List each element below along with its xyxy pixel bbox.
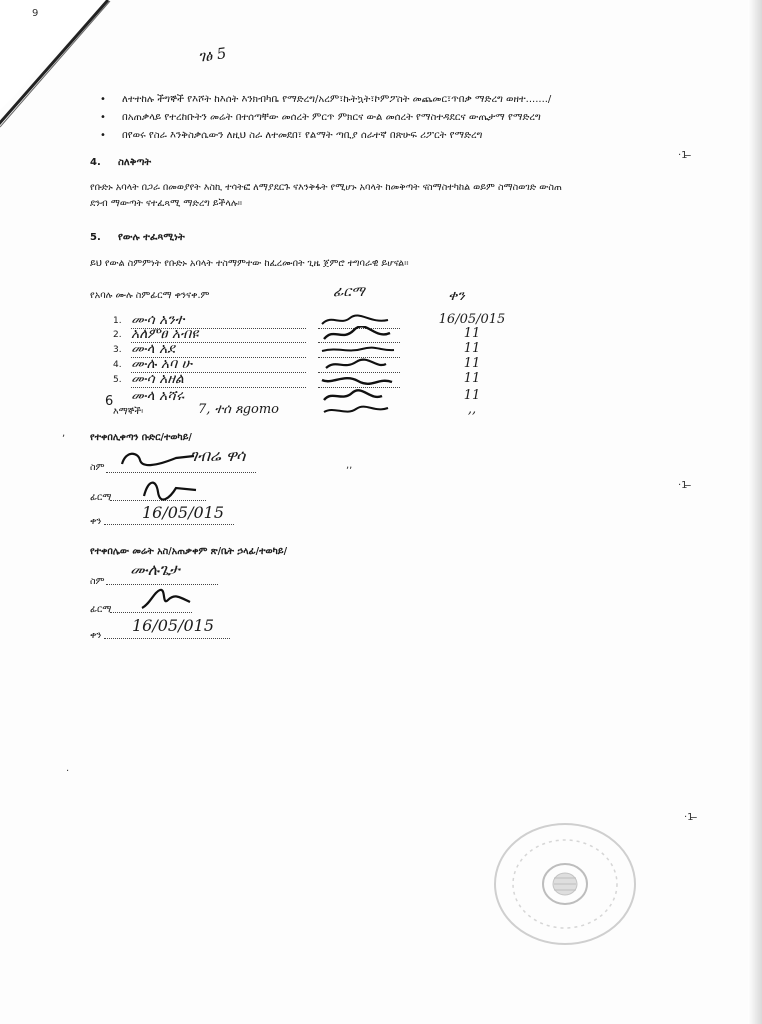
giver-date-value: 16/05/015 [132, 616, 215, 635]
giver-name-value: ሙሉጌታ [130, 560, 180, 579]
section-number: 5. [90, 232, 101, 243]
list-item: • ለተተከሉ ችግኞች የእሾት ከእሰት እንክብካቤ የማድረግ/አረም፣ኩትኳት፣ኮምፖስት መጨመር፣ጥበቃ ማድረግ ወዘተ......./ [100, 94, 552, 105]
body-line: የቡድኑ አባላት በጋራ በመወያየት እስኪ ተሳትፎ ለማያደርጉ ናእንቅፋት የሚሆኑ አባላት ከመቅጣት ናስማስተካከል ወይም ስማስወገድ ውስጠ [90, 182, 562, 193]
signature-column-header: ፊርማ [333, 284, 365, 300]
section-title: የውሉ ተፈጻሚነት [118, 232, 185, 243]
official-seal-stamp [490, 818, 640, 948]
member-date: 11 [463, 326, 481, 341]
member-name: ሙሉ አባ ሁ [131, 356, 306, 373]
member-date: 11 [463, 356, 481, 371]
margin-mark: ·1 ̶ [684, 812, 697, 823]
margin-mark: , [62, 428, 66, 439]
member-name: ሙላ አደ [131, 341, 306, 358]
page-edge-shadow [748, 0, 762, 1024]
margin-mark: · [66, 766, 70, 777]
member-date: ,, [467, 402, 477, 417]
table-row [113, 404, 493, 419]
member-date: 11 [463, 341, 481, 356]
receiver-signature [140, 476, 200, 502]
row-number: 4. [113, 360, 122, 370]
member-date: 16/05/015 [438, 312, 506, 327]
giver-name-label: ስም [90, 576, 105, 587]
member-name: 7, ተሰ ጸgomo [198, 402, 279, 417]
section-number: 4. [90, 157, 101, 168]
receiver-name-scribble [116, 446, 196, 472]
row-number: 2. [113, 330, 122, 340]
giver-title: የተቀበሌው መሬት አስ/አጠቃቀም ጽ/ቤት ኃላፊ/ተወካይ/ [90, 546, 288, 557]
member-date: 11 [463, 371, 481, 386]
list-item: • በየወሩ የስራ እንቅስቃሴውን ለዚህ ስራ ለተመደበ፣ የልማት ጣቢያ ሰራተኛ በጽሁፍ ሪፖርት የማድረግ [100, 130, 483, 141]
giver-sign-label: ፊርማ [90, 604, 112, 615]
bullet-list [100, 94, 700, 148]
receiver-date-value: 16/05/015 [142, 503, 225, 522]
row-number: 3. [113, 345, 122, 355]
page-number-handwritten: ገፅ 5 [196, 44, 228, 66]
row-number: 6 [105, 394, 114, 409]
section-4-body [90, 180, 710, 212]
bullet-text: በአጠቃላይ የተረከቡትን መሬት በተሰጣቸው መሰረት ምርጥ ምክርና ውል መሰረት የማስተዳደርና ውጤታማ የማድረግ [122, 112, 541, 123]
member-name: ሙሳ አዘል [131, 371, 306, 388]
member-signature [318, 402, 400, 418]
member-name: ሙሳ አንተ [131, 312, 306, 329]
receiver-date-label: ቀን [90, 516, 102, 527]
witness-label: እማኞች፡ [113, 406, 144, 417]
row-number: 1. [113, 316, 122, 326]
giver-signature [138, 586, 194, 614]
margin-mark: ·1 ̶ [678, 480, 691, 491]
bullet-text: በየወሩ የስራ እንቅስቃሴውን ለዚህ ስራ ለተመደበ፣ የልማት ጣቢያ ሰራተኛ በጽሁፍ ሪፖርት የማድረግ [122, 130, 483, 141]
attendance-header: የአባሉ ሙሉ ስምፊርማ ቀንናቀ.ም [90, 290, 210, 301]
margin-mark: ·1 ̶ [678, 150, 691, 161]
receiver-name-label: ስም [90, 462, 105, 473]
receiver-title: የተቀበሊቀጣን ቡድር/ተወካይ/ [90, 432, 192, 443]
member-name: ሙላ አሻሩ [131, 388, 184, 404]
receiver-sign-label: ፊርማ [90, 492, 112, 503]
margin-mark: ,, [346, 460, 353, 471]
receiver-name-value: ገብሬ ዋሳ [190, 446, 246, 465]
section-5-body [90, 256, 710, 272]
bullet-text: ለተተከሉ ችግኞች የእሾት ከእሰት እንክብካቤ የማድረግ/አረም፣ኩትኳት፣ኮምፖስት መጨመር፣ጥበቃ ማድረግ ወዘተ......./ [122, 94, 552, 105]
body-line: ይህ የውል ስምምነት የቡድኑ አባላት ተስማምተው ከፈረሙበት ጊዜ ጀምሮ ተግባራዊ ይሆናል። [90, 258, 409, 269]
giver-date-label: ቀን [90, 630, 102, 641]
svg-text:9: 9 [32, 8, 39, 19]
list-item: • በአጠቃላይ የተረከቡትን መሬት በተሰጣቸው መሰረት ምርጥ ምክርና ውል መሰረት የማስተዳደርና ውጤታማ የማድረግ [100, 112, 541, 123]
table-row [113, 373, 493, 388]
date-column-header: ቀን [448, 288, 465, 304]
section-5-heading [90, 232, 185, 243]
section-4-heading [90, 157, 151, 168]
body-line: ደንብ ማውጣት ናተፈጻሚ ማድረግ ይችላሉ። [90, 198, 243, 209]
row-number: 5. [113, 375, 122, 385]
member-name: አለምፀ አብዩ [131, 326, 306, 343]
section-title: ስለቅጣት [118, 157, 152, 168]
member-date: 11 [463, 388, 481, 403]
member-signature [318, 371, 400, 388]
